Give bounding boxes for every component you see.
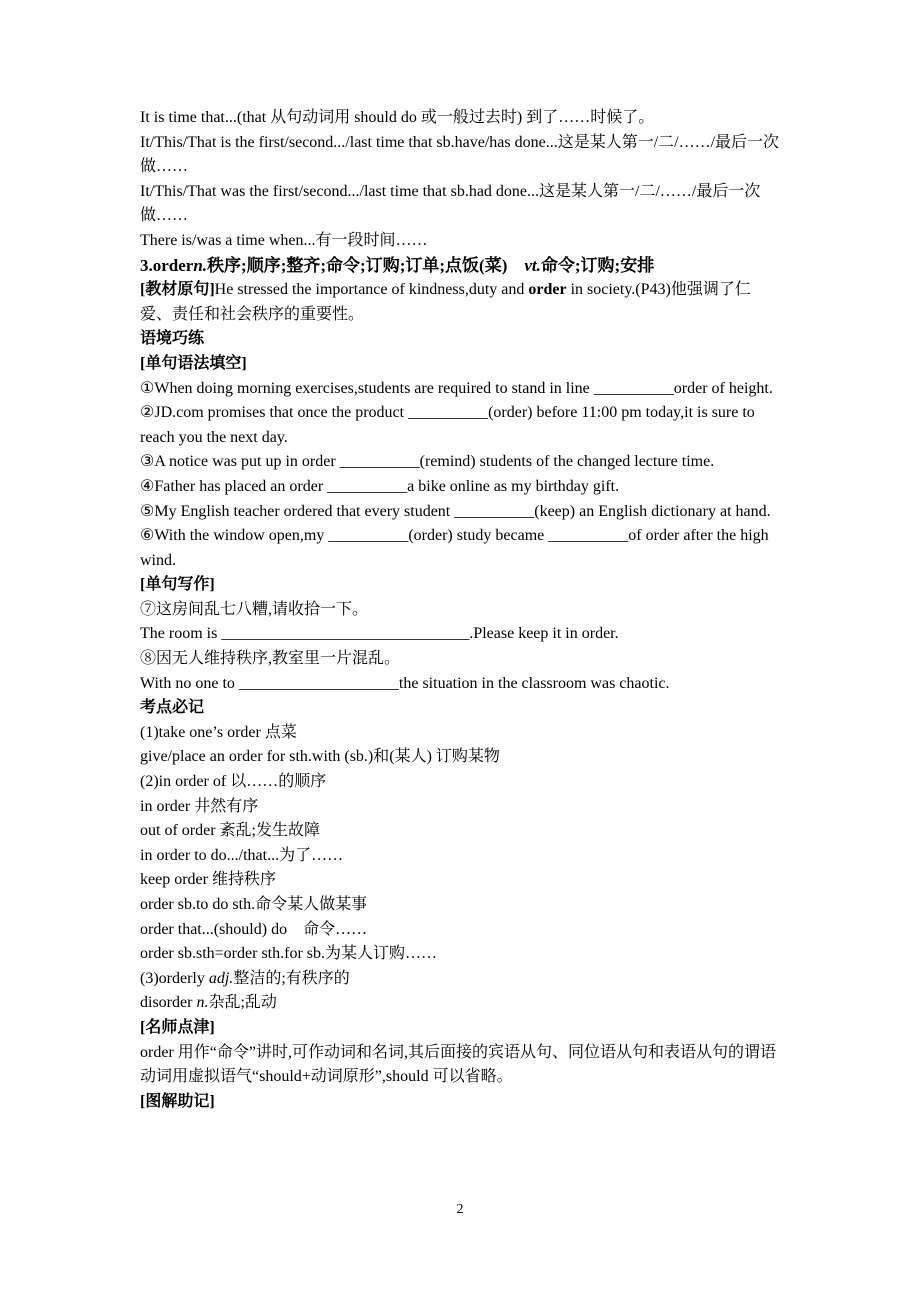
text-run: adj. (208, 969, 234, 987)
paragraph: It/This/That is the first/second.../last time that sb.have/has done...这是某人第一/二/……/最后一次做…… (140, 133, 780, 176)
paragraph (140, 967, 782, 992)
paragraph: There is/was a time when...有一段时间…… (140, 231, 428, 249)
text-run: [教材原句] (140, 281, 215, 299)
paragraph: ⑧因无人维持秩序,教室里一片混乱。 (140, 650, 401, 668)
text-run: He stressed the importance of kindness,duty and (214, 281, 529, 299)
text-run: 杂乱;乱动 (208, 994, 277, 1012)
paragraph: ⑦这房间乱七八糟,请收拾一下。 (140, 600, 369, 618)
paragraph: (2)in order of 以……的顺序 (140, 773, 327, 791)
paragraph: (1)take one’s order 点菜 (140, 723, 297, 741)
section-heading: 语境巧练 (140, 330, 205, 348)
paragraph: ②JD.com promises that once the product __________(order) before 11:00 pm today,it is sure to reach you the next day. (140, 404, 755, 446)
page-number: 2 (456, 1202, 464, 1217)
paragraph: ⑤My English teacher ordered that every student __________(keep) an English dictionary at hand. (140, 502, 771, 520)
section-heading: 考点必记 (140, 699, 205, 717)
paragraph: ③A notice was put up in order __________(remind) students of the changed lecture time. (140, 453, 715, 471)
text-run: 3.order (140, 255, 194, 275)
paragraph: ④Father has placed an order __________a bike online as my birthday gift. (140, 477, 620, 495)
paragraph: give/place an order for sth.with (sb.)和(某人) 订购某物 (140, 748, 500, 766)
paragraph: in order 井然有序 (140, 797, 259, 815)
paragraph: order sb.to do sth.命令某人做某事 (140, 896, 368, 913)
text-run: n. (196, 994, 209, 1012)
text-run: vt. (524, 255, 541, 275)
text-run: disorder (140, 994, 197, 1012)
text-run: (3)orderly (140, 969, 209, 987)
paragraph: order that...(should) do 命令…… (140, 920, 368, 938)
paragraph: ①When doing morning exercises,students are required to stand in line __________order of height. (140, 379, 773, 397)
section-heading: [图解助记] (140, 1092, 215, 1110)
paragraph: It is time that...(that 从句动词用 should do 或一般过去时) 到了……时候了。 (140, 109, 655, 126)
paragraph: keep order 维持秩序 (140, 871, 276, 889)
section-heading: [单句写作] (140, 576, 215, 594)
text-run: in society.(P43)他强调了仁爱、责任和社会秩序的重要性。 (140, 281, 751, 323)
paragraph: It/This/That was the first/second.../last time that sb.had done...这是某人第一/二/……/最后一次做…… (140, 182, 761, 225)
text-run: 秩序;顺序;整齐;命令;订购;订单;点饭(菜) (207, 255, 525, 275)
section-heading: [单句语法填空] (140, 354, 247, 372)
paragraph: The room is _______________________________.Please keep it in order. (140, 625, 619, 643)
paragraph: order sb.sth=order sth.for sb.为某人订购…… (140, 945, 437, 963)
section-heading: [名师点津] (140, 1018, 215, 1036)
paragraph: With no one to ____________________the situation in the classroom was chaotic. (140, 674, 670, 692)
text-run: order (528, 281, 567, 299)
text-run: 整洁的;有秩序的 (233, 969, 350, 987)
document-content (140, 106, 782, 1114)
paragraph (140, 278, 782, 327)
paragraph: out of order 紊乱;发生故障 (140, 822, 320, 840)
paragraph: in order to do.../that...为了…… (140, 846, 344, 864)
text-run: 命令;订购;安排 (540, 255, 655, 275)
paragraph: order 用作“命令”讲时,可作动词和名词,其后面接的宾语从句、同位语从句和表语从句的谓语动词用虚拟语气“should+动词原形”,should 可以省略。 (140, 1043, 776, 1086)
text-run: n. (193, 255, 208, 275)
paragraph (140, 991, 782, 1016)
entry-heading (140, 254, 782, 279)
paragraph: ⑥With the window open,my __________(order) study became __________of order after the high wind. (140, 527, 769, 569)
